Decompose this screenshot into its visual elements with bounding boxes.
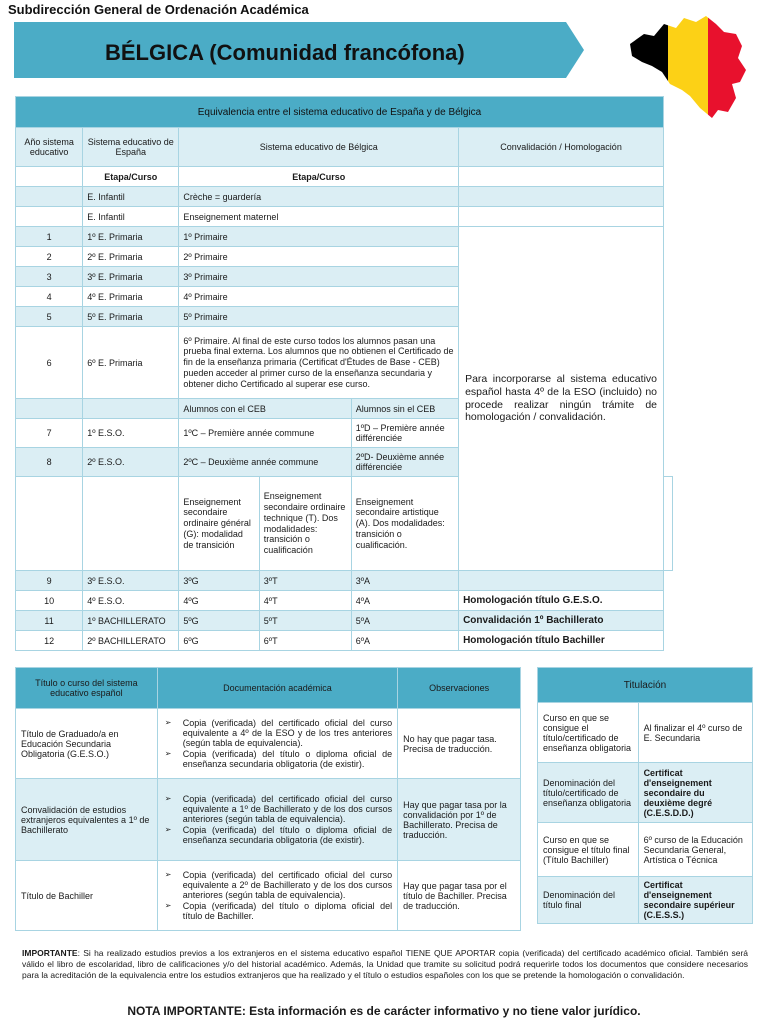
year-cell: 4 — [16, 287, 83, 307]
year-cell: 8 — [16, 448, 83, 477]
track-a-cell: 3ºA — [351, 571, 458, 591]
track-g-cell: 6ºG — [179, 631, 259, 651]
doc-item: ➢ Copia (verificada) del título o diploma oficial de enseñanza secundaria obligatoria (de existir). — [183, 825, 392, 846]
year-cell: 11 — [16, 611, 83, 631]
spain-stage: 3º E. Primaria — [83, 267, 179, 287]
etapa-label-spain: Etapa/Curso — [83, 167, 179, 187]
track-g-cell: 3ºG — [179, 571, 259, 591]
spain-stage: 2º BACHILLERATO — [83, 631, 179, 651]
belgium-stage: 1º Primaire — [179, 227, 459, 247]
doc-observations: Hay que pagar tasa por la convalidación por 1º de Bachillerato. Precisa de traducción. — [398, 779, 521, 861]
belgium-stage: 6º Primaire. Al final de este curso todos los alumnos pasan una prueba final externa. Los alumnos que no obtienen el Certificado de fin de la enseñanza primaria (Certificat d'Études de Base - CEB) pueden acceder al primer curso de la enseñanza secundaria y obtener dicho Certificado al superar ese curso. — [179, 327, 459, 399]
spain-stage: 4º E. Primaria — [83, 287, 179, 307]
titulacion-value: Certificat d'enseignement secondaire supérieur (C.E.S.S.) — [638, 877, 752, 924]
doc-item: ➢ Copia (verificada) del certificado oficial del curso equivalente a 2º de Bachillerato y de los dos cursos anteriores (según tabla de equivalencia). — [183, 870, 392, 901]
titulacion-value: Certificat d'enseignement secondaire du deuxième degré (C.E.S.D.D.) — [638, 763, 752, 823]
important-label: IMPORTANTE — [22, 948, 78, 958]
year-cell: 12 — [16, 631, 83, 651]
track-t-cell: 5ºT — [259, 611, 351, 631]
doc-item: ➢ Copia (verificada) del certificado oficial del curso equivalente a 4º de la ESO y de los tres anteriores (según tabla de equivalencia). — [183, 718, 392, 749]
track-g-cell: 4ºG — [179, 591, 259, 611]
track-general: Enseignement secondaire ordinaire général (G): modalidad de transición — [179, 477, 259, 571]
year-cell: 2 — [16, 247, 83, 267]
belgium-stage: 5º Primaire — [179, 307, 459, 327]
year-cell: 6 — [16, 327, 83, 399]
belgium-stage-diff: 1ºD – Première année différenciée — [351, 419, 458, 448]
spain-stage: 2º E. Primaria — [83, 247, 179, 267]
doc-list — [163, 718, 392, 770]
belgium-stage: 2ºC – Deuxième année commune — [179, 448, 351, 477]
page-title: BÉLGICA (Comunidad francófona) — [105, 40, 465, 65]
spain-stage: 3º E.S.O. — [83, 571, 179, 591]
track-a-cell: 6ºA — [351, 631, 458, 651]
spain-stage: 4º E.S.O. — [83, 591, 179, 611]
titulacion-table — [537, 667, 753, 924]
important-note — [22, 948, 748, 981]
spain-stage: 1º BACHILLERATO — [83, 611, 179, 631]
legal-disclaimer: NOTA IMPORTANTE: Esta información es de carácter informativo y no tiene valor jurídico. — [127, 1004, 641, 1018]
conval-result: Convalidación 1º Bachillerato — [459, 611, 664, 631]
titulacion-value: Al finalizar el 4º curso de E. Secundaria — [638, 703, 752, 763]
col-header-obs: Observaciones — [398, 668, 521, 709]
doc-title: Convalidación de estudios extranjeros equivalentes a 1º de Bachillerato — [16, 779, 158, 861]
titulacion-value: 6º curso de la Educación Secundaria General, Artística o Técnica — [638, 823, 752, 877]
track-t-cell: 6ºT — [259, 631, 351, 651]
col-header-conval: Convalidación / Homologación — [459, 128, 664, 167]
track-g-cell: 5ºG — [179, 611, 259, 631]
doc-item: ➢ Copia (verificada) del certificado oficial del curso equivalente a 1º de Bachillerato y de los dos cursos anteriores (según tabla de equivalencia). — [183, 794, 392, 825]
col-header-docs: Documentación académica — [157, 668, 397, 709]
year-cell — [16, 187, 83, 207]
track-technical: Enseignement secondaire ordinaire technique (T). Dos modalidades: transición o cualificación — [259, 477, 351, 571]
spain-stage: 2º E.S.O. — [83, 448, 179, 477]
year-cell: 1 — [16, 227, 83, 247]
belgium-stage: 1ºC – Première année commune — [179, 419, 351, 448]
doc-observations: No hay que pagar tasa. Precisa de traducción. — [398, 709, 521, 779]
belgium-stage: 3º Primaire — [179, 267, 459, 287]
doc-title: Título de Graduado/a en Educación Secundaria Obligatoria (G.E.S.O.) — [16, 709, 158, 779]
col-header-belgium: Sistema educativo de Bélgica — [179, 128, 459, 167]
year-cell: 9 — [16, 571, 83, 591]
conval-result: Homologación título Bachiller — [459, 631, 664, 651]
year-cell: 10 — [16, 591, 83, 611]
track-a-cell: 4ºA — [351, 591, 458, 611]
doc-title: Título de Bachiller — [16, 861, 158, 931]
doc-item: ➢ Copia (verificada) del título o diploma oficial del título de Bachiller. — [183, 901, 392, 922]
year-cell: 7 — [16, 419, 83, 448]
year-cell: 5 — [16, 307, 83, 327]
track-t-cell: 4ºT — [259, 591, 351, 611]
spain-stage: 5º E. Primaria — [83, 307, 179, 327]
spain-stage: 1º E. Primaria — [83, 227, 179, 247]
titulacion-key: Curso en que se consigue el título final (Título Bachiller) — [538, 823, 639, 877]
spain-stage: E. Infantil — [83, 187, 179, 207]
organization-name: Subdirección General de Ordenación Académica — [8, 2, 309, 17]
track-a-cell: 5ºA — [351, 611, 458, 631]
ceb-without-label: Alumnos sin el CEB — [351, 399, 458, 419]
titulacion-header: Titulación — [538, 668, 753, 703]
equivalence-caption: Equivalencia entre el sistema educativo de España y de Bélgica — [16, 97, 664, 128]
equivalence-table — [15, 96, 673, 651]
convalidation-note: Para incorporarse al sistema educativo español hasta 4º de la ESO (incluido) no procede realizar ningún trámite de homologación / convalidación. — [459, 227, 664, 571]
titulacion-key: Curso en que se consigue el título/certificado de enseñanza obligatoria — [538, 703, 639, 763]
titulacion-key: Denominación del título final — [538, 877, 639, 924]
spain-stage: 1º E.S.O. — [83, 419, 179, 448]
belgium-stage-diff: 2ºD- Deuxième année différenciée — [351, 448, 458, 477]
col-header-year: Año sistema educativo — [16, 128, 83, 167]
belgium-stage: 2º Primaire — [179, 247, 459, 267]
belgium-stage: 4º Primaire — [179, 287, 459, 307]
ceb-with-label: Alumnos con el CEB — [179, 399, 351, 419]
col-header-spain: Sistema educativo de España — [83, 128, 179, 167]
conval-result: Homologación título G.E.S.O. — [459, 591, 664, 611]
track-artistic: Enseignement secondaire artistique (A). Dos modalidades: transición o cualificación. — [351, 477, 458, 571]
doc-observations: Hay que pagar tasa por el título de Bachiller. Precisa de traducción. — [398, 861, 521, 931]
etapa-label-belgium: Etapa/Curso — [179, 167, 459, 187]
year-cell — [16, 207, 83, 227]
spain-stage: 6º E. Primaria — [83, 327, 179, 399]
spain-stage: E. Infantil — [83, 207, 179, 227]
doc-list — [163, 794, 392, 846]
documentation-table — [15, 667, 521, 931]
col-header-title: Título o curso del sistema educativo español — [16, 668, 158, 709]
important-text: : Si ha realizado estudios previos a los extranjeros en el sistema educativo español TIENE QUE APORTAR copia (verificada) del certificado académico oficial. También será válido el libro de escolaridad, libro de calificaciones y/o del historial académico. Además, la Unidad que tramite su solicitud podrá requerirle todos los documentos que considere necesarios para la acreditación de la equivalencia entre los estudios extranjeros que ha realizado y el título o estudios españoles con los que se pretende la homologación o convalidación. — [22, 948, 748, 981]
belgium-stage: Enseignement maternel — [179, 207, 459, 227]
year-cell: 3 — [16, 267, 83, 287]
track-t-cell: 3ºT — [259, 571, 351, 591]
titulacion-key: Denominación del título/certificado de enseñanza obligatoria — [538, 763, 639, 823]
belgium-stage: Crèche = guardería — [179, 187, 459, 207]
doc-item: ➢ Copia (verificada) del título o diploma oficial de enseñanza secundaria obligatoria (de existir). — [183, 749, 392, 770]
doc-list — [163, 870, 392, 922]
